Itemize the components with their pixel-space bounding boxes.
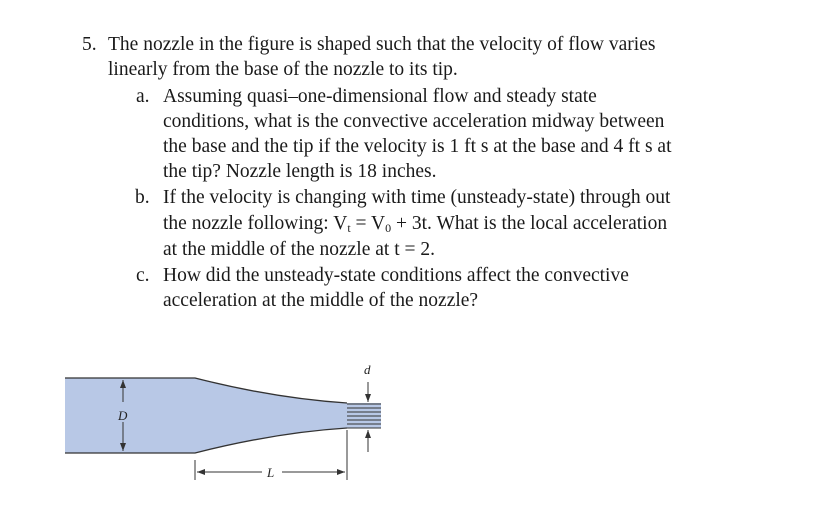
part-c-line: acceleration at the middle of the nozzle? <box>163 290 479 311</box>
part-b-marker: b. <box>135 187 150 208</box>
label-d: d <box>364 362 371 377</box>
part-a-marker: a. <box>136 86 150 107</box>
intro-line: linearly from the base of the nozzle to its tip. <box>108 59 458 80</box>
intro-line: The nozzle in the figure is shaped such that the velocity of flow varies <box>108 34 656 55</box>
text: the nozzle following: V <box>163 213 348 234</box>
part-a-line: the base and the tip if the velocity is 1 ft s at the base and 4 ft s at <box>163 136 672 157</box>
subscript: 0 <box>385 221 392 235</box>
part-b-line: at the middle of the nozzle at t = 2. <box>163 239 435 260</box>
text: = V <box>350 213 386 234</box>
jet-streamlines <box>347 403 381 428</box>
part-a-line: conditions, what is the convective acceleration midway between <box>163 111 665 132</box>
subscript: t <box>347 221 351 235</box>
part-c-line: How did the unsteady-state conditions affect the convective <box>163 265 629 286</box>
part-a-line: the tip? Nozzle length is 18 inches. <box>163 161 437 182</box>
nozzle-body <box>65 378 347 453</box>
label-L: L <box>267 465 275 480</box>
label-D: D <box>118 408 128 423</box>
part-c-marker: c. <box>136 265 150 286</box>
part-b-line: If the velocity is changing with time (unsteady-state) through out <box>163 187 671 208</box>
problem-number: 5. <box>82 34 97 55</box>
text: + 3t. What is the local acceleration <box>391 213 668 234</box>
part-a-line: Assuming quasi–one-dimensional flow and steady state <box>163 86 597 107</box>
